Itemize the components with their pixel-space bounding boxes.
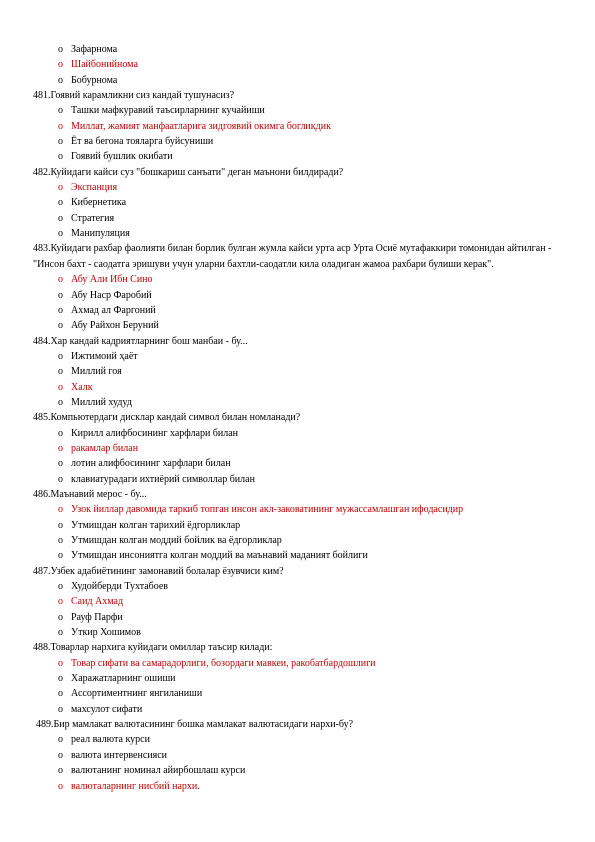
answer-option <box>0 364 595 379</box>
bullet-icon: o <box>58 59 63 71</box>
answer-option-text: лотин алифбосининг харфлари билан <box>71 458 231 470</box>
bullet-icon: o <box>58 320 63 332</box>
answer-option <box>0 303 595 318</box>
question-text: 484.Хар кандай кадриятларнинг бош манбаи - бу... <box>33 335 248 347</box>
answer-option <box>0 533 595 548</box>
answer-option <box>0 195 595 210</box>
bullet-icon: o <box>58 74 63 86</box>
answer-option <box>0 671 595 686</box>
answer-option-text: Ёт ва бегона тояларга буйсуниши <box>71 136 214 148</box>
answer-option-text: Манипуляция <box>71 228 130 240</box>
bullet-icon: o <box>58 657 63 669</box>
answer-option <box>0 456 595 471</box>
bullet-icon: o <box>58 274 63 286</box>
answer-option-text: реал валюта курси <box>71 734 150 746</box>
answer-option-text: валютанинг номинал айирбошлаш курси <box>71 765 246 777</box>
bullet-icon: o <box>58 136 63 148</box>
bullet-icon: o <box>58 504 63 516</box>
answer-option-text: махсулот сифати <box>71 703 143 715</box>
bullet-icon: o <box>58 44 63 55</box>
answer-option <box>0 686 595 701</box>
bullet-icon: o <box>58 611 63 623</box>
answer-option-text: валюталарнинг нисбий нархи. <box>71 780 200 792</box>
answer-option-text: Шайбонийнома <box>71 59 138 71</box>
answer-option <box>0 149 595 164</box>
answer-option-text: Узок йиллар давомида таркиб топган инсон акл-заковатининг мужассамлашган ифодасидир <box>71 504 464 516</box>
question-text: 487.Узбек адабиётининг замонавий болалар ёзувчиси ким? <box>33 565 284 577</box>
answer-option-correct <box>0 779 595 794</box>
question-text: 489.Бир мамлакат валютасининг бошка мамлакат валютасидаги нархи-бу? <box>36 719 354 731</box>
bullet-icon: o <box>58 396 63 408</box>
answer-option <box>0 134 595 149</box>
answer-option-text: Миллий гоя <box>71 366 122 378</box>
bullet-icon: o <box>58 427 63 439</box>
question-text: 486.Маънавий мерос - бу... <box>33 488 147 500</box>
bullet-icon: o <box>58 673 63 685</box>
answer-option <box>0 625 595 640</box>
quiz-document <box>0 42 595 794</box>
answer-option <box>0 702 595 717</box>
answer-option <box>0 226 595 241</box>
answer-option-text: Миллий худуд <box>71 396 132 408</box>
answer-option-correct <box>0 441 595 456</box>
answer-option-text: ракамлар билан <box>71 442 139 454</box>
bullet-icon: o <box>58 350 63 362</box>
bullet-icon: o <box>58 304 63 316</box>
answer-option-text: Ижтимоий ҳаёт <box>71 350 138 362</box>
bullet-icon: o <box>58 734 63 746</box>
answer-option <box>0 211 595 226</box>
question-text: 482.Куйидаги кайси суз "бошкариш санъати" деган маънони билдиради? <box>33 166 344 178</box>
answer-option-correct <box>0 594 595 609</box>
bullet-icon: o <box>58 381 63 393</box>
bullet-icon: o <box>58 458 63 470</box>
answer-option-text: Абу Али Ибн Сино <box>71 274 153 286</box>
answer-option-text: Миллат, жамият манфаатларига зидгоявий окимга богликдик <box>71 120 331 132</box>
bullet-icon: o <box>58 581 63 593</box>
bullet-icon: o <box>58 182 63 194</box>
question-text: 483.Куйидаги рахбар фаолияти билан борлик булган жумла кайси урта аср Урта Осиё мутафаккири томонидан айтилган - "Инсон бахт - саодатга эришуви учун уларни бахтли-саодатли кила оладиган жамоа рахбари булиши керак". <box>33 243 552 270</box>
answer-option-text: Утмишдан колган тарихий ёдгорликлар <box>71 519 241 531</box>
bullet-icon: o <box>58 780 63 792</box>
bullet-icon: o <box>58 596 63 608</box>
answer-option-text: Рауф Парфи <box>71 611 123 623</box>
bullet-icon: o <box>58 519 63 531</box>
answer-option-text: Утмишдан колган моддий бойлик ва ёдгорликлар <box>71 535 282 546</box>
answer-option-text: Харажатларнинг ошиши <box>71 673 176 685</box>
answer-option-text: Экспанция <box>71 182 118 194</box>
bullet-icon: o <box>58 627 63 639</box>
bullet-icon: o <box>58 151 63 163</box>
bullet-icon: o <box>58 535 63 546</box>
answer-option <box>0 472 595 487</box>
answer-option-correct <box>0 380 595 395</box>
answer-option <box>0 579 595 594</box>
bullet-icon: o <box>58 442 63 454</box>
answer-option <box>0 748 595 763</box>
answer-option <box>0 518 595 533</box>
answer-option-text: Зафарнома <box>71 44 118 55</box>
bullet-icon: o <box>58 120 63 132</box>
answer-option <box>0 73 595 88</box>
answer-option-text: валюта интервенсияси <box>71 749 168 761</box>
answer-option-correct <box>0 57 595 72</box>
bullet-icon: o <box>58 765 63 777</box>
bullet-icon: o <box>58 473 63 485</box>
bullet-icon: o <box>58 749 63 761</box>
bullet-icon: o <box>58 228 63 240</box>
answer-option <box>0 426 595 441</box>
question-text: 488.Товарлар нархига куйидаги омиллар таъсир килади: <box>33 642 273 654</box>
answer-option <box>0 318 595 333</box>
answer-option-correct <box>0 180 595 195</box>
answer-option <box>0 763 595 778</box>
answer-option-text: Уткир Хошимов <box>71 627 141 639</box>
answer-option-correct <box>0 502 595 517</box>
answer-option-text: Ахмад ал Фаргоний <box>71 304 156 316</box>
answer-option <box>0 103 595 118</box>
answer-option <box>0 732 595 747</box>
bullet-icon: o <box>58 197 63 209</box>
answer-option-text: Ташки мафкуравий таъсирларнинг кучайиши <box>71 105 265 117</box>
bullet-icon: o <box>58 289 63 301</box>
answer-option-text: Утмишдан инсониятга колган моддий ва маънавий маданият бойлиги <box>71 550 368 562</box>
answer-option <box>0 42 595 57</box>
answer-option-text: Гоявий бушлик окибати <box>71 151 173 163</box>
answer-option-text: Халк <box>71 381 93 393</box>
answer-option-text: Кирилл алифбосининг харфлари билан <box>71 427 239 439</box>
answer-option-text: Абу Райхон Беруний <box>71 320 159 332</box>
answer-option <box>0 349 595 364</box>
answer-option-text: Товар сифати ва самарадорлиги, бозордаги мавкеи, ракобатбардошлиги <box>71 657 376 669</box>
answer-option-text: Бобурнома <box>71 74 118 86</box>
bullet-icon: o <box>58 550 63 562</box>
bullet-icon: o <box>58 366 63 378</box>
answer-option-correct <box>0 656 595 671</box>
answer-option-text: Худойберди Тухтабоев <box>71 581 169 593</box>
answer-option-text: Кибернетика <box>71 197 127 209</box>
answer-option-text: Абу Наср Фаробий <box>71 289 152 301</box>
bullet-icon: o <box>58 688 63 700</box>
answer-option-text: Стратегия <box>71 212 115 224</box>
answer-option <box>0 548 595 563</box>
answer-option <box>0 288 595 303</box>
bullet-icon: o <box>58 703 63 715</box>
bullet-icon: o <box>58 212 63 224</box>
question-text: 481.Гоявий карамликни сиз кандай тушунасиз? <box>33 90 235 102</box>
answer-option-correct <box>0 272 595 287</box>
answer-option-text: клавиатурадаги ихтиёрий символлар билан <box>71 473 255 485</box>
answer-option <box>0 610 595 625</box>
answer-option-correct <box>0 119 595 134</box>
answer-option <box>0 395 595 410</box>
bullet-icon: o <box>58 105 63 117</box>
question-text: 485.Компьютердаги дисклар кандай символ билан номланади? <box>33 412 301 424</box>
answer-option-text: Саид Ахмад <box>71 596 124 608</box>
answer-option-text: Ассортиментнинг янгиланиши <box>71 688 203 700</box>
